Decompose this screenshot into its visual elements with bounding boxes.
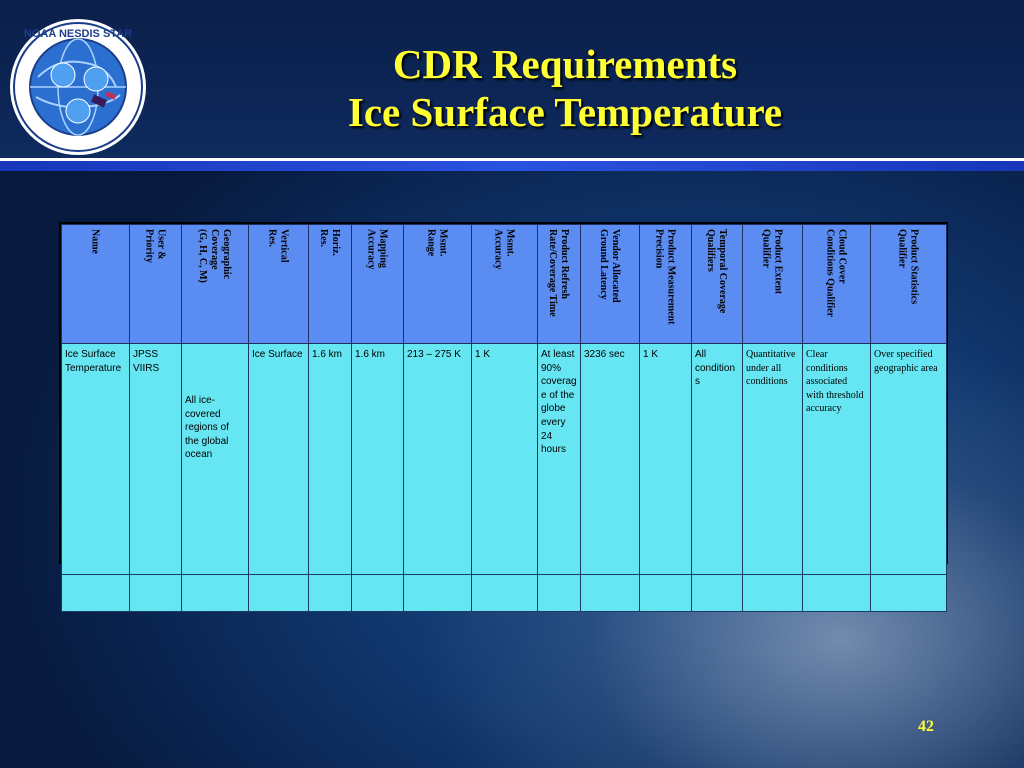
empty-cell	[472, 575, 538, 612]
cell-name: Ice Surface Temperature	[62, 344, 130, 575]
slide-title	[240, 40, 890, 136]
header-product-extent: Product Extent Qualifier	[743, 225, 803, 344]
header-vertical-res: Vertical Res.	[249, 225, 309, 344]
header-product-statistics: Product Statistics Qualifier	[871, 225, 947, 344]
cell-vertical-res: Ice Surface	[249, 344, 309, 575]
header-user-priority: User & Priority	[130, 225, 182, 344]
table-row	[62, 344, 947, 575]
header-name: Name	[62, 225, 130, 344]
empty-cell	[352, 575, 404, 612]
empty-cell	[62, 575, 130, 612]
cell-msmt-accuracy: 1 K	[472, 344, 538, 575]
table-header-row	[62, 225, 947, 344]
empty-cell	[581, 575, 640, 612]
empty-cell	[404, 575, 472, 612]
requirements-table	[61, 224, 947, 612]
page-number: 42	[918, 718, 934, 735]
cell-temporal-coverage: All conditions	[692, 344, 743, 575]
cell-horiz-res: 1.6 km	[309, 344, 352, 575]
empty-cell	[309, 575, 352, 612]
cell-geographic-coverage: All ice-covered regions of the global ocean	[182, 344, 249, 575]
cell-product-extent: Quantitative under all conditions	[743, 344, 803, 575]
empty-cell	[871, 575, 947, 612]
cell-msmt-range: 213 – 275 K	[404, 344, 472, 575]
empty-cell	[249, 575, 309, 612]
title-line-1: CDR Requirements	[392, 41, 738, 87]
header-measurement-precision: Product Measurement Precision	[640, 225, 692, 344]
cell-user-priority: JPSS VIIRS	[130, 344, 182, 575]
title-line-2: Ice Surface Temperature	[347, 89, 783, 135]
empty-cell	[182, 575, 249, 612]
table-row-empty	[62, 575, 947, 612]
header-ground-latency: Vendor Allocated Ground Latency	[581, 225, 640, 344]
cell-mapping-accuracy: 1.6 km	[352, 344, 404, 575]
empty-cell	[743, 575, 803, 612]
cell-cloud-cover: Clear conditions associated with threshold accuracy	[803, 344, 871, 575]
empty-cell	[692, 575, 743, 612]
header-temporal-coverage: Temporal Coverage Qualifiers	[692, 225, 743, 344]
cell-ground-latency: 3236 sec	[581, 344, 640, 575]
cell-measurement-precision: 1 K	[640, 344, 692, 575]
header-accent-bar	[0, 161, 1024, 171]
requirements-table-frame	[59, 222, 948, 564]
noaa-nesdis-star-logo	[8, 17, 148, 157]
header-msmt-accuracy: Msmt. Accuracy	[472, 225, 538, 344]
empty-cell	[803, 575, 871, 612]
cell-refresh-rate: At least 90% coverage of the globe every 24 hours	[538, 344, 581, 575]
header-msmt-range: Msmt. Range	[404, 225, 472, 344]
empty-cell	[538, 575, 581, 612]
header-refresh-rate: Product Refresh Rate/Coverage Time	[538, 225, 581, 344]
cell-product-statistics: Over specified geographic area	[871, 344, 947, 575]
empty-cell	[130, 575, 182, 612]
empty-cell	[640, 575, 692, 612]
header-horiz-res: Horiz. Res.	[309, 225, 352, 344]
header-cloud-cover: Cloud Cover Conditions Qualifier	[803, 225, 871, 344]
header-mapping-accuracy: Mapping Accuracy	[352, 225, 404, 344]
svg-text:NOAA NESDIS STAR: NOAA NESDIS STAR	[23, 28, 133, 40]
header-geographic-coverage: Geographic Coverage (G, H, C, M)	[182, 225, 249, 344]
